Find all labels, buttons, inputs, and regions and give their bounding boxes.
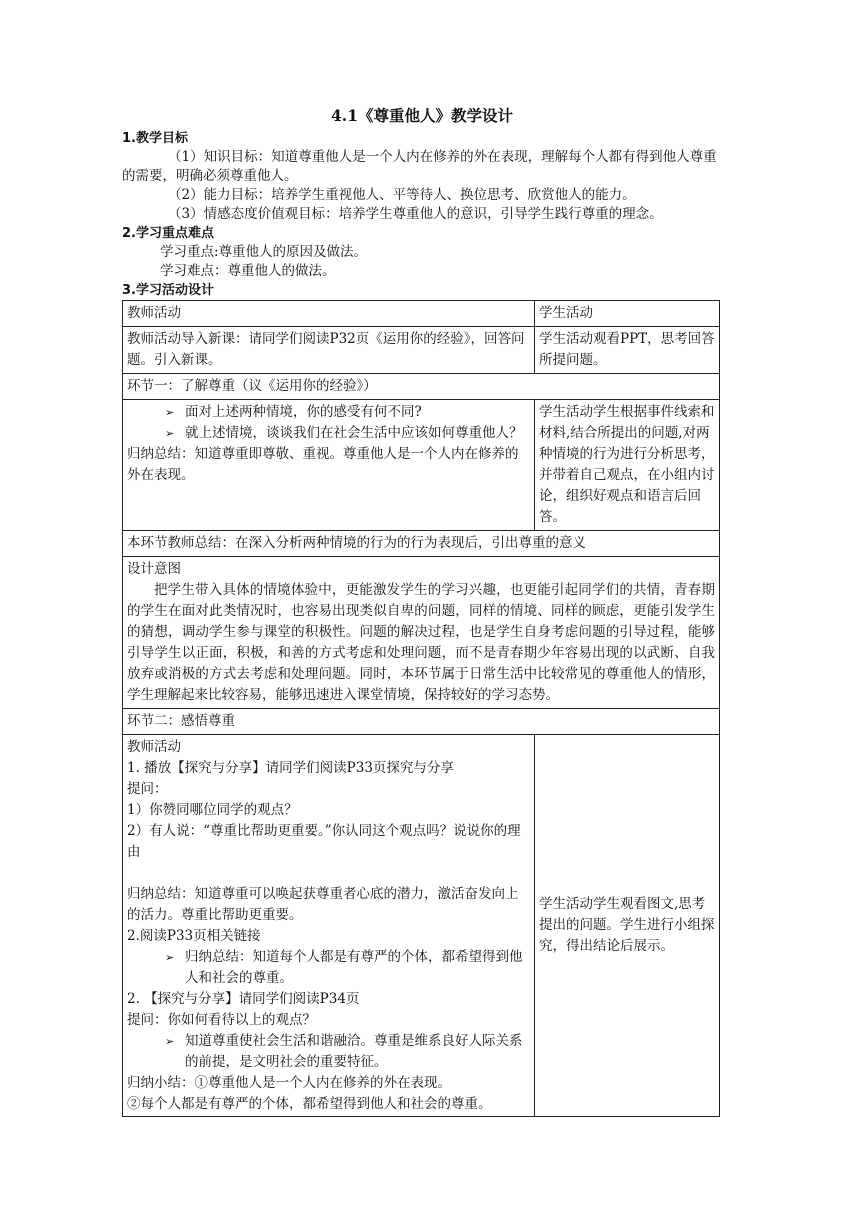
difficult-point: 学习难点：尊重他人的做法。 [160, 263, 336, 279]
teacher-activity-label: 教师活动 [127, 739, 181, 755]
question-label: 提问：你如何看待以上的观点？ [127, 1012, 316, 1028]
goal-ability: （2）能力目标：培养学生重视他人、平等待人、换位思考、欣赏他人的能力。 [168, 187, 636, 203]
design-intent-cell [123, 557, 720, 709]
question-item: 1）你赞同哪位同学的观点？ [127, 802, 298, 818]
list-item: ➢ 面对上述两种情境，你的感受有何不同? [127, 402, 530, 423]
activity-table [122, 300, 720, 1117]
summary-text: 归纳小结：①尊重他人是一个人内在修养的外在表现。 [127, 1075, 451, 1091]
section-two-teacher-cell [123, 735, 535, 1117]
list-item: 1. 播放【探究与分享】请同学们阅读P33页探究与分享 [127, 760, 454, 776]
section-one-heading: 环节一：了解尊重（议《运用你的经验》） [123, 374, 720, 400]
table-row [123, 557, 720, 709]
summary-text: 归纳总结：知道尊重可以唤起获尊重者心底的潜力，激活奋发向上的活力。尊重比帮助更重要。 [127, 886, 519, 923]
section-heading-activities: 3.学习活动设计 [122, 283, 214, 298]
document-title: 4.1《尊重他人》教学设计 [331, 106, 513, 125]
goal-attitude: （3）情感态度价值观目标：培养学生尊重他人的意识，引导学生践行尊重的理念。 [168, 206, 663, 222]
table-row [123, 709, 720, 735]
table-row [123, 531, 720, 557]
summary-text: 归纳总结：知道尊重即尊敬、重视。尊重他人是一个人内在修养的外在表现。 [127, 446, 519, 483]
question-label: 提问： [127, 781, 168, 797]
document-page [122, 100, 722, 1117]
table-row [123, 374, 720, 400]
header-student: 学生活动 [535, 301, 720, 327]
intro-teacher-cell: 教师活动导入新课：请同学们阅读P32页《运用你的经验》，回答问题。引入新课。 [123, 327, 535, 374]
table-row [123, 400, 720, 531]
table-row [123, 327, 720, 374]
list-item: 2.阅读P33页相关链接 [127, 928, 261, 944]
question-item: 2）有人说：“尊重比帮助更重要。”你认同这个观点吗？说说你的理由 [127, 823, 521, 860]
key-point: 学习重点:尊重他人的原因及做法。 [160, 244, 368, 260]
table-row [123, 735, 720, 1117]
section-two-student-cell: 学生活动学生观看图文,思考提出的问题。学生进行小组探究，得出结论后展示。 [535, 735, 720, 1117]
section-heading-goals: 1.教学目标 [122, 131, 188, 146]
summary-text: ②每个人都是有尊严的个体，都希望得到他人和社会的尊重。 [127, 1096, 492, 1112]
section-one-student-cell: 学生活动学生根据事件线索和材料,结合所提出的问题,对两种情境的行为进行分析思考，并带着自己观点，在小组内讨论，组织好观点和语言后回答。 [535, 400, 720, 531]
design-intent-text: 把学生带入具体的情境体验中，更能激发学生的学习兴趣，也更能引起同学们的共情，青春期的学生在面对此类情况时，也容易出现类似自卑的问题，同样的情境、同样的顾虑，更能引发学生的猜想，调动学生参与课堂的积极性。问题的解决过程，也是学生自身考虑问题的引导过程，能够引导学生以正面，积极，和善的方式考虑和处理问题，而不是青春期少年容易出现的以武断、自我放弃或消极的方式去考虑和处理问题。同时，本环节属于日常生活中比较常见的尊重他人的情形，学生理解起来比较容易，能够迅速进入课堂情境，保持较好的学习态势。 [127, 582, 715, 703]
goal-knowledge: （1）知识目标：知道尊重他人是一个人内在修养的外在表现，理解每个人都有得到他人尊重的需要，明确必须尊重他人。 [122, 149, 717, 184]
section-one-teacher-cell [123, 400, 535, 531]
teacher-summary-row: 本环节教师总结：在深入分析两种情境的行为的行为表现后，引出尊重的意义 [123, 531, 720, 557]
section-heading-keypoints: 2.学习重点难点 [122, 226, 214, 241]
header-teacher: 教师活动 [123, 301, 535, 327]
list-item: ➢ 归纳总结：知道每个人都是有尊严的个体，都希望得到他人和社会的尊重。 [127, 947, 530, 989]
arrow-bullet-icon: ➢ [165, 406, 175, 419]
blank-line [127, 863, 530, 884]
list-item: 2. 【探究与分享】请同学们阅读P34页 [127, 991, 360, 1007]
arrow-bullet-icon: ➢ [165, 951, 175, 964]
list-item: ➢ 知道尊重使社会生活和谐融洽。尊重是维系良好人际关系的前提，是文明社会的重要特征。 [127, 1031, 530, 1073]
design-intent-label: 设计意图 [127, 561, 181, 577]
intro-student-cell: 学生活动观看PPT，思考回答所提问题。 [535, 327, 720, 374]
arrow-bullet-icon: ➢ [165, 427, 175, 440]
section-two-heading: 环节二：感悟尊重 [123, 709, 720, 735]
arrow-bullet-icon: ➢ [165, 1035, 175, 1048]
list-item: ➢ 就上述情境，谈谈我们在社会生活中应该如何尊重他人？ [127, 423, 530, 444]
table-header-row [123, 301, 720, 327]
